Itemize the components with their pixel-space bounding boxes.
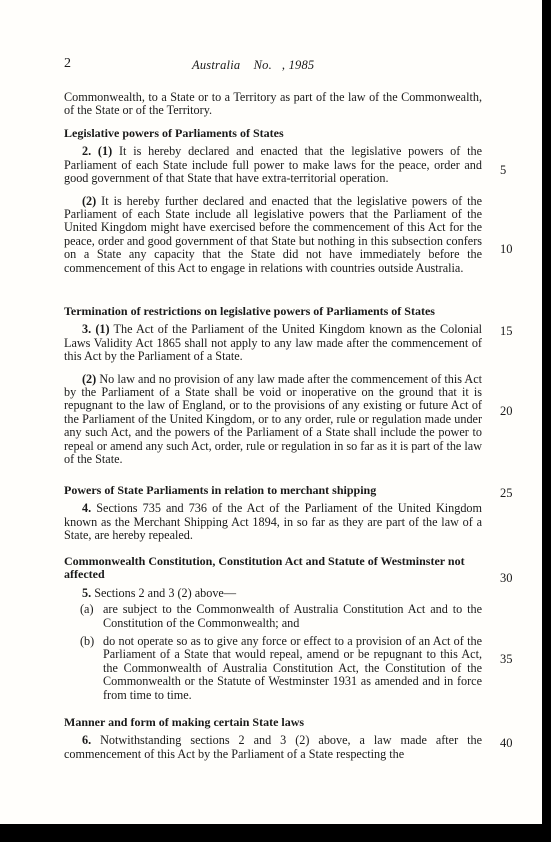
intro-paragraph: Commonwealth, to a State or to a Territory as part of the law of the Commonwealth, of the State or of the Territory. bbox=[64, 90, 482, 118]
section-4-heading: Powers of State Parliaments in relation to merchant shipping bbox=[64, 483, 377, 497]
line-number: 40 bbox=[500, 736, 513, 750]
section-5 bbox=[64, 555, 482, 702]
section-3-heading: Termination of restrictions on legislative powers of Parliaments of States bbox=[64, 304, 435, 318]
section-6-text: 6. Notwithstanding sections 2 and 3 (2) above, a law made after the commencement of this Act by the Parliament of a State respecting the bbox=[64, 733, 483, 761]
line-number: 20 bbox=[500, 404, 513, 418]
line-number: 10 bbox=[500, 242, 513, 256]
section-2 bbox=[64, 127, 482, 275]
section-5-heading: Commonwealth Constitution, Constitution Act and Statute of Westminster not affected bbox=[64, 554, 465, 582]
section-4 bbox=[64, 484, 482, 543]
line-number: 35 bbox=[500, 652, 513, 666]
page-number: 2 bbox=[64, 56, 71, 71]
section-2-subsection-1: 2. (1) It is hereby declared and enacted that the legislative powers of the Parliament of each State include full power to make laws for the peace, order and good government of that State that have extra-territorial operation. bbox=[64, 144, 482, 186]
line-number: 15 bbox=[500, 324, 513, 338]
line-number: 30 bbox=[500, 571, 513, 585]
section-6 bbox=[64, 716, 482, 761]
section-6-heading: Manner and form of making certain State laws bbox=[64, 715, 305, 729]
section-2-heading: Legislative powers of Parliaments of States bbox=[64, 126, 284, 140]
section-5-item-b: (b) do not operate so as to give any force or effect to a provision of an Act of the Parliament of a State that would repeal, amend or be repugnant to this Act, the Commonwealth of Australia Constitution Act, the Constitution of the Commonwealth or the Statute of Westminster 1931 as amended and in force from time to time. bbox=[80, 634, 482, 702]
section-2-subsection-2: (2) It is hereby further declared and enacted that the legislative powers of the Parliament of each State include all legislative powers that the Parliament of the United Kingdom might have exercised before the commencement of this Act for the peace, order and good government of that State but nothing in this subsection confers on a State any capacity that the State did not have immediately before the commencement of this Act to engage in relations with countries outside Australia. bbox=[64, 193, 483, 275]
line-number: 5 bbox=[500, 163, 507, 177]
section-5-text: 5. Sections 2 and 3 (2) above— bbox=[82, 585, 237, 600]
line-number: 25 bbox=[500, 486, 513, 500]
running-title: Australia No. , 1985 bbox=[192, 58, 315, 72]
section-3-subsection-1: 3. (1) The Act of the Parliament of the United Kingdom known as the Colonial Laws Validity Act 1865 shall not apply to any law made after the commencement of this Act by the Parliament of a State. bbox=[64, 322, 482, 364]
section-4-text: 4. Sections 735 and 736 of the Act of the Parliament of the United Kingdom known as the Merchant Shipping Act 1894, in so far as they are part of the law of a State, are hereby repealed. bbox=[64, 501, 482, 543]
section-3 bbox=[64, 305, 482, 466]
section-3-subsection-2: (2) No law and no provision of any law made after the commencement of this Act by the Parliament of a State shall be void or inoperative on the ground that it is repugnant to the law of England, or to the provisions of any existing or future Act of the Parliament of the United Kingdom, or to any order, rule or regulation made under any such Act, and the powers of the Parliament of a State shall include the power to repeal or amend any such Act, order, rule or regulation in so far as it is part of the law of the State. bbox=[64, 371, 483, 467]
section-5-item-a: (a) are subject to the Commonwealth of Australia Constitution Act and to the Constitution of the Commonwealth; and bbox=[80, 602, 482, 630]
